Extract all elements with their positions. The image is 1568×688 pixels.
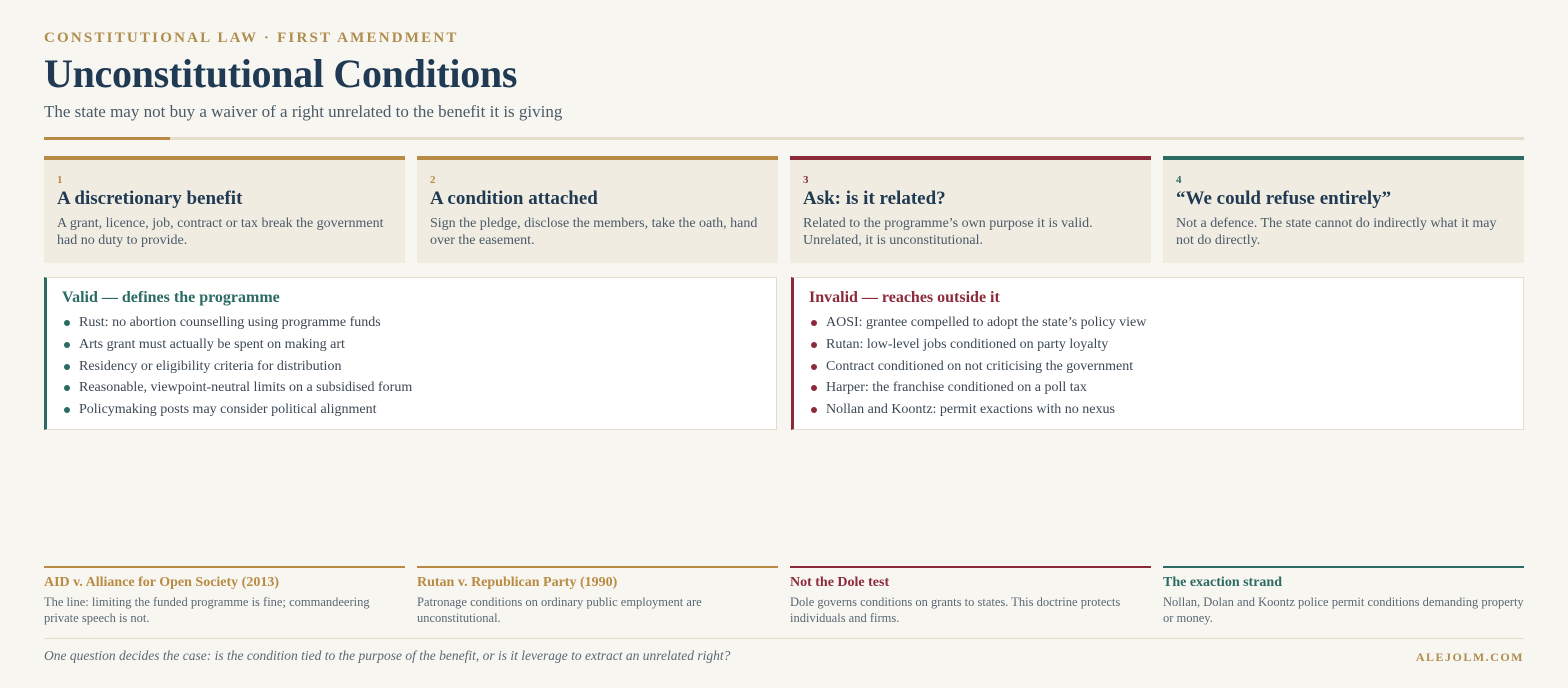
step-heading: A condition attached bbox=[430, 188, 598, 209]
list-item bbox=[809, 377, 1523, 399]
list-item bbox=[809, 356, 1523, 378]
list-item bbox=[809, 334, 1523, 356]
step-card-2 bbox=[417, 156, 778, 263]
steps-row bbox=[44, 156, 1524, 263]
step-number: 1 bbox=[57, 174, 63, 186]
list-item bbox=[809, 312, 1523, 334]
step-body: Related to the programme’s own purpose it is valid. Unrelated, it is unconstitutional. bbox=[803, 216, 1093, 248]
list-item-text: AOSI: grantee compelled to adopt the state’s policy view bbox=[826, 315, 1147, 330]
list-item-text: Contract conditioned on not criticising the government bbox=[826, 358, 1134, 374]
list-item-text: Policymaking posts may consider political alignment bbox=[79, 402, 377, 418]
page-subtitle: The state may not buy a waiver of a right unrelated to the benefit it is giving bbox=[44, 102, 563, 121]
footer-rule bbox=[44, 638, 1524, 639]
case-body: Nollan, Dolan and Koontz police permit conditions demanding property or money. bbox=[1163, 595, 1524, 625]
list-item-text: Reasonable, viewpoint-neutral limits on a subsidised forum bbox=[79, 380, 413, 396]
invalid-panel-title: Invalid — reaches outside it bbox=[809, 289, 1000, 306]
step-number: 3 bbox=[803, 174, 809, 186]
bullet-icon bbox=[811, 385, 817, 391]
bullet-icon bbox=[64, 407, 70, 413]
footer-question: One question decides the case: is the condition tied to the purpose of the benefit, or is it leverage to extract an unrelated right? bbox=[44, 648, 731, 663]
step-card-1 bbox=[44, 156, 405, 263]
bullet-icon bbox=[64, 342, 70, 348]
list-item bbox=[62, 334, 776, 356]
bullet-icon bbox=[811, 364, 817, 370]
step-heading: Ask: is it related? bbox=[803, 188, 946, 209]
case-body: Dole governs conditions on grants to states. This doctrine protects individuals and firms. bbox=[790, 595, 1121, 625]
bullet-icon bbox=[811, 342, 817, 348]
case-card-4 bbox=[1163, 566, 1524, 626]
step-number: 4 bbox=[1176, 174, 1182, 186]
invalid-list bbox=[809, 312, 1523, 421]
bullet-icon bbox=[64, 385, 70, 391]
step-card-3 bbox=[790, 156, 1151, 263]
case-card-1 bbox=[44, 566, 405, 626]
step-heading: “We could refuse entirely” bbox=[1176, 188, 1392, 209]
case-heading: Not the Dole test bbox=[790, 575, 890, 590]
case-body: The line: limiting the funded programme is fine; commandeering private speech is not. bbox=[44, 595, 370, 625]
case-heading: AID v. Alliance for Open Society (2013) bbox=[44, 575, 280, 590]
list-item-text: Rutan: low-level jobs conditioned on party loyalty bbox=[826, 336, 1109, 352]
list-item-text: Harper: the franchise conditioned on a poll tax bbox=[826, 380, 1087, 396]
case-card-2 bbox=[417, 566, 778, 626]
valid-panel bbox=[44, 277, 777, 430]
list-item-text: Residency or eligibility criteria for distribution bbox=[79, 358, 342, 374]
step-body: A grant, licence, job, contract or tax break the government had no duty to provide. bbox=[57, 216, 384, 248]
valid-list bbox=[62, 312, 776, 421]
case-heading: Rutan v. Republican Party (1990) bbox=[417, 575, 618, 590]
list-item bbox=[809, 399, 1523, 421]
list-item bbox=[62, 399, 776, 421]
page bbox=[44, 0, 1524, 688]
step-body: Not a defence. The state cannot do indirectly what it may not do directly. bbox=[1176, 216, 1497, 248]
invalid-panel bbox=[791, 277, 1524, 430]
list-item-text: Rust: no abortion counselling using programme funds bbox=[79, 315, 381, 330]
case-heading: The exaction strand bbox=[1163, 575, 1282, 590]
list-item bbox=[62, 356, 776, 378]
list-item bbox=[62, 312, 776, 334]
header-rule bbox=[44, 137, 1524, 140]
list-item-text: Nollan and Koontz: permit exactions with no nexus bbox=[826, 402, 1115, 418]
step-heading: A discretionary benefit bbox=[57, 188, 243, 209]
page-title: Unconstitutional Conditions bbox=[44, 51, 518, 96]
list-item bbox=[62, 377, 776, 399]
header-rule-accent bbox=[44, 137, 170, 140]
eyebrow: CONSTITUTIONAL LAW · FIRST AMENDMENT bbox=[44, 30, 459, 46]
step-card-4 bbox=[1163, 156, 1524, 263]
case-body: Patronage conditions on ordinary public employment are unconstitutional. bbox=[417, 595, 702, 625]
bullet-icon bbox=[64, 364, 70, 370]
step-number: 2 bbox=[430, 174, 436, 186]
bullet-icon bbox=[811, 407, 817, 413]
bullet-icon bbox=[64, 320, 70, 326]
list-item-text: Arts grant must actually be spent on making art bbox=[79, 336, 345, 352]
step-body: Sign the pledge, disclose the members, take the oath, hand over the easement. bbox=[430, 216, 758, 248]
bullet-icon bbox=[811, 320, 817, 326]
valid-panel-title: Valid — defines the programme bbox=[62, 289, 280, 306]
footer-brand-link[interactable]: ALEJOLM.COM bbox=[1415, 650, 1524, 664]
case-card-3 bbox=[790, 566, 1151, 626]
